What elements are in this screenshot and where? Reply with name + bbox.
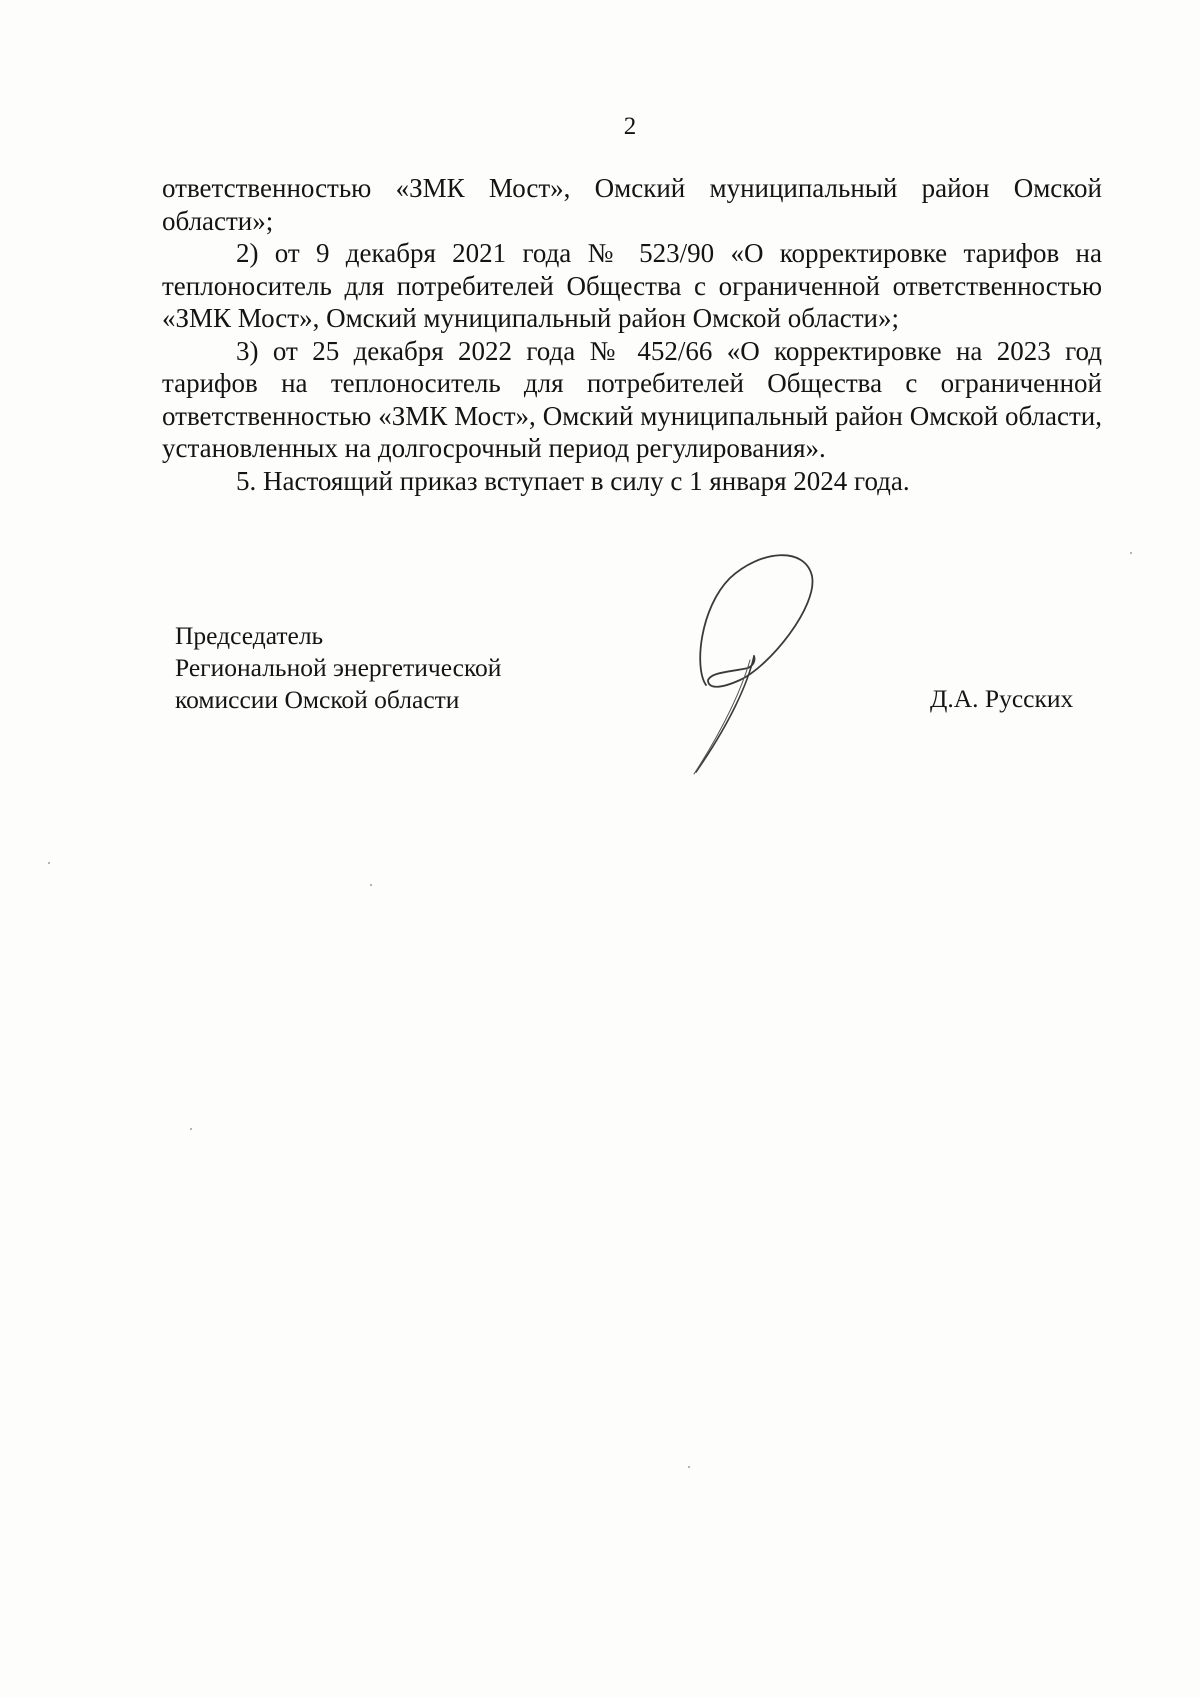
signatory-position-line: Председатель [175, 621, 324, 650]
signatory-name: Д.А. Русских [930, 684, 1074, 713]
paragraph-item-2: 2) от 9 декабря 2021 года № 523/90 «О корректировке тарифов на теплоноситель для потребителей Общества с ограниченной ответственностью «ЗМК Мост», Омский муниципальный район Омской области»; [162, 238, 1102, 333]
scan-speck [688, 1466, 690, 1468]
paragraph-continuation: ответственностью «ЗМК Мост», Омский муниципальный район Омской области»; [162, 173, 1102, 236]
scan-speck [370, 884, 372, 886]
paragraph-item-3: 3) от 25 декабря 2022 года № 452/66 «О корректировке на 2023 год тарифов на теплоноситель для потребителей Общества с ограниченной ответственностью «ЗМК Мост», Омский муниципальный район Омской области, установленных на долгосрочный период регулирования». [162, 335, 1102, 463]
scan-speck [1130, 552, 1132, 554]
body-text [162, 172, 1102, 497]
signatory-position-line: Региональной энергетической [175, 653, 502, 682]
handwritten-signature [690, 548, 860, 778]
scan-speck [190, 1128, 192, 1130]
paragraph-item-5: 5. Настоящий приказ вступает в силу с 1 января 2024 года. [236, 465, 910, 496]
signatory-position [175, 620, 501, 716]
signatory-position-line: комиссии Омской области [175, 685, 460, 714]
scan-speck [48, 862, 50, 864]
page-number: 2 [623, 113, 637, 140]
